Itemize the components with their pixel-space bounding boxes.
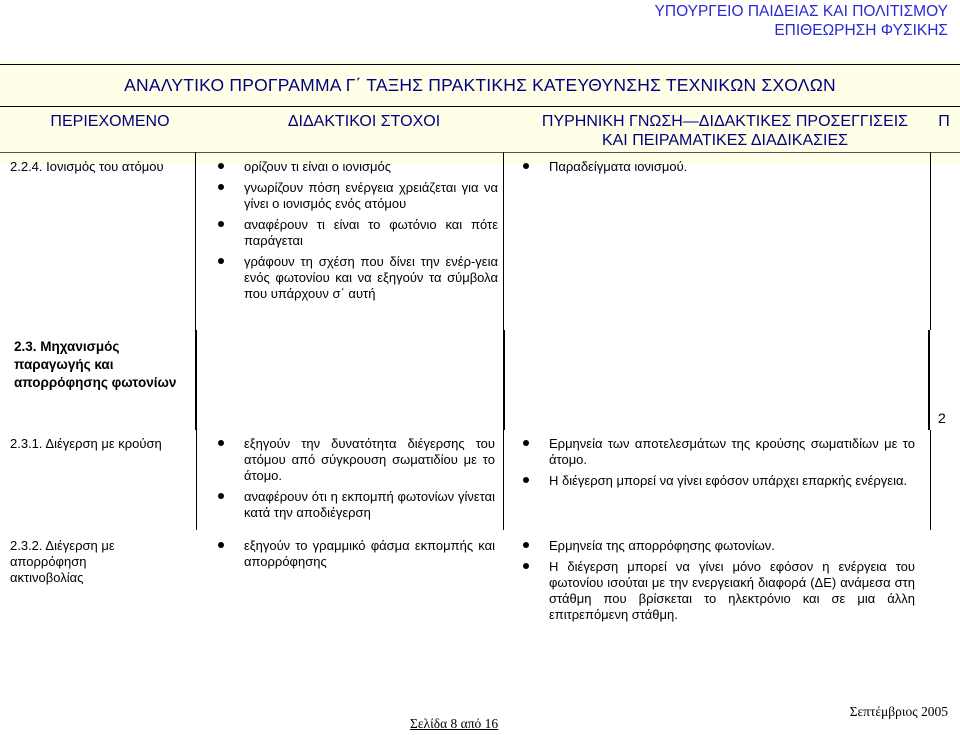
column-header-content: ΠΕΡΙΕΧΟΜΕΝΟ — [50, 113, 170, 130]
col-divider-2c — [503, 430, 504, 530]
core-list-ionization — [523, 159, 923, 180]
footer-page-number: Σελίδα 8 από 16 — [410, 716, 499, 731]
core-item: Ερμηνεία της απορρόφησης φωτονίων. — [523, 538, 915, 554]
col-divider-2b — [503, 330, 505, 430]
core-item: Η διέγερση μπορεί να γίνει εφόσον υπάρχει επαρκής ενέργεια. — [523, 473, 915, 489]
column-header-p: Π — [938, 113, 950, 130]
bullet-icon — [218, 184, 224, 190]
footer-date: Σεπτέμβριος 2005 — [849, 704, 948, 719]
curriculum-title: ΑΝΑΛΥΤΙΚΟ ΠΡΟΓΡΑΜΜΑ Γ΄ ΤΑΞΗΣ ΠΡΑΚΤΙΚΗΣ ΚΑΤΕΥΘΥΝΣΗΣ ΤΕΧΝΙΚΩΝ ΣΧΟΛΩΝ — [124, 75, 836, 95]
goal-item: γράφουν τη σχέση που δίνει την ενέρ-γεια ενός φωτονίου και να εξηγούν τα σύμβολα που υπάρχουν σ΄ αυτή — [218, 254, 498, 302]
goal-item: εξηγούν την δυνατότητα διέγερσης του ατόμου από σύγκρουση σωματιδίου με το άτομο. — [218, 436, 495, 484]
col-divider-1b — [195, 330, 197, 430]
col-divider-3 — [930, 152, 931, 330]
column-header-core-line2: ΚΑΙ ΠΕΙΡΑΜΑΤΙΚΕΣ ΔΙΑΔΙΚΑΣΙΕΣ — [601, 132, 849, 149]
bullet-icon — [523, 440, 529, 446]
column-header-core — [527, 112, 923, 150]
core-item: Παραδείγματα ιονισμού. — [523, 159, 923, 175]
goal-item: αναφέρουν τι είναι το φωτόνιο και πότε παράγεται — [218, 217, 498, 249]
bullet-icon — [218, 542, 224, 548]
core-list-collision — [523, 436, 915, 494]
core-item: Η διέγερση μπορεί να γίνει μόνο εφόσον η ενέργεια του φωτονίου ισούται με την ενεργειακή διαφορά (ΔΕ) ανάμεσα στη στάθμη που βρίσκεται το ηλεκτρόνιο και σε μια άλλη επιτρεπόμενη στάθμη. — [523, 559, 915, 623]
col-divider-1c — [196, 430, 197, 530]
bullet-icon — [218, 493, 224, 499]
table-top-border — [0, 64, 960, 65]
goals-list-ionization — [218, 159, 498, 307]
col-divider-2 — [503, 152, 504, 330]
bullet-icon — [523, 477, 529, 483]
column-header-core-line1: ΠΥΡΗΝΙΚΗ ΓΝΩΣΗ—ΔΙΔΑΚΤΙΚΕΣ ΠΡΟΣΕΓΓΙΣΕΙΣ — [541, 113, 909, 130]
document-header — [655, 2, 948, 40]
section-title-photon-mechanism: 2.3. Μηχανισμός παραγωγής και απορρόφησης φωτονίων — [14, 339, 177, 390]
col-divider-3b — [928, 330, 930, 430]
goal-item: αναφέρουν ότι η εκπομπή φωτονίων γίνεται κατά την αποδιέγερση — [218, 489, 495, 521]
bullet-icon — [523, 542, 529, 548]
ministry-name: ΥΠΟΥΡΓΕΙΟ ΠΑΙΔΕΙΑΣ ΚΑΙ ΠΟΛΙΤΙΣΜΟΥ — [654, 3, 948, 20]
goal-item: ορίζουν τι είναι ο ιονισμός — [218, 159, 498, 175]
content-absorption-excitation: 2.3.2. Διέγερση με απορρόφηση ακτινοβολίας — [10, 538, 115, 585]
bullet-icon — [523, 163, 529, 169]
bullet-icon — [218, 163, 224, 169]
bullet-icon — [523, 563, 529, 569]
goal-item: γνωρίζουν πόση ενέργεια χρειάζεται για να γίνει ο ιονισμός ενός ατόμου — [218, 180, 498, 212]
col-divider-3c — [930, 430, 931, 530]
core-list-absorption — [523, 538, 915, 628]
core-item: Ερμηνεία των αποτελεσμάτων της κρούσης σωματιδίων με το άτομο. — [523, 436, 915, 468]
goal-item: εξηγούν το γραμμικό φάσμα εκπομπής και απορρόφησης — [218, 538, 495, 570]
bullet-icon — [218, 440, 224, 446]
title-divider — [0, 106, 960, 107]
goals-list-absorption — [218, 538, 495, 575]
side-page-number: 2 — [938, 410, 946, 426]
column-header-goals: ΔΙΔΑΚΤΙΚΟΙ ΣΤΟΧΟΙ — [287, 113, 441, 130]
bullet-icon — [218, 258, 224, 264]
goals-list-collision — [218, 436, 495, 526]
content-ionization: 2.2.4. Ιονισμός του ατόμου — [10, 159, 164, 174]
department-name: ΕΠΙΘΕΩΡΗΣΗ ΦΥΣΙΚΗΣ — [774, 22, 948, 39]
bullet-icon — [218, 221, 224, 227]
header-divider — [0, 152, 960, 153]
content-collision-excitation: 2.3.1. Διέγερση με κρούση — [10, 436, 162, 451]
col-divider-1 — [195, 152, 196, 330]
